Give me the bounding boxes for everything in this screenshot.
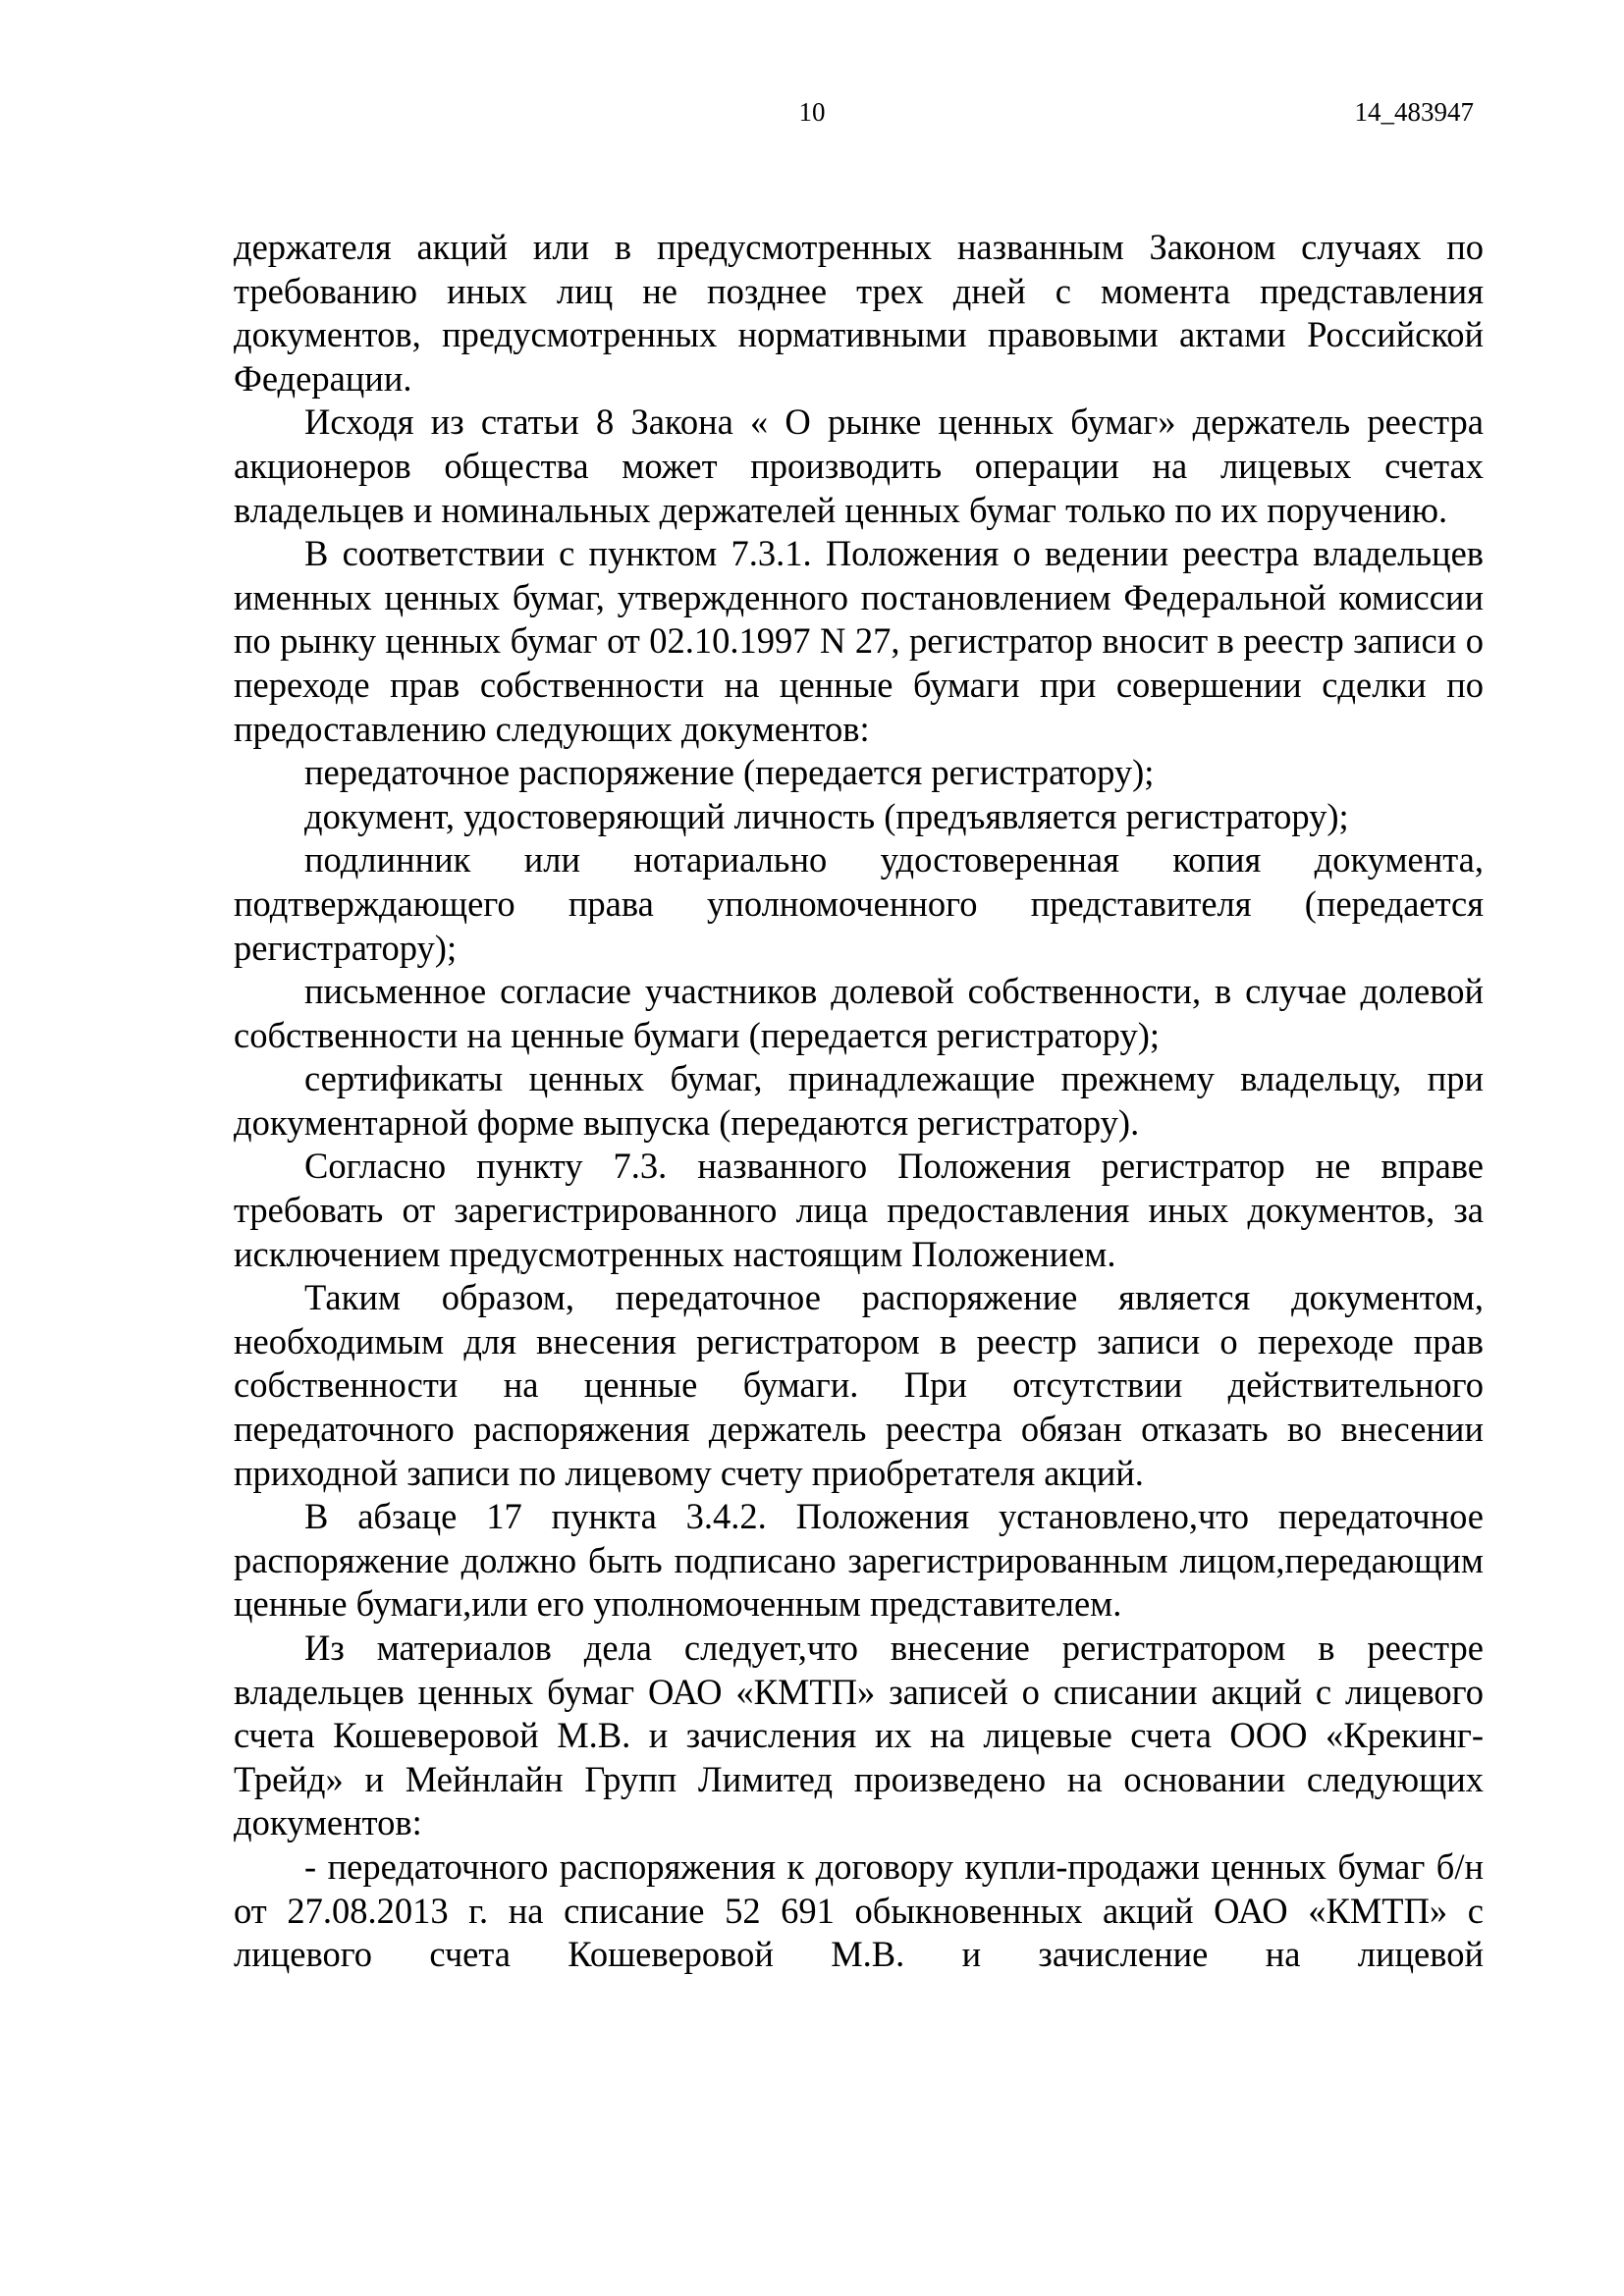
paragraph: Исходя из статьи 8 Закона « О рынке ценных бумаг» держатель реестра акционеров общества может производить операции на лицевых счетах владельцев и номинальных держателей ценных бумаг только по их поручению.	[234, 401, 1484, 530]
list-item: подлинник или нотариально удостоверенная копия документа, подтверждающего права уполномоченного представителя (передается регистратору);	[234, 839, 1484, 968]
paragraph: держателя акций или в предусмотренных названным Законом случаях по требованию иных лиц не позднее трех дней с момента представления документов, предусмотренных нормативными правовыми актами Российской Федерации.	[234, 227, 1484, 399]
paragraph: В абзаце 17 пункта 3.4.2. Положения установлено,что передаточное распоряжение должно быть подписано зарегистрированным лицом,передающим ценные бумаги,или его уполномоченным представителем.	[234, 1496, 1484, 1625]
list-item: сертификаты ценных бумаг, принадлежащие прежнему владельцу, при документарной форме выпуска (передаются регистратору).	[234, 1058, 1484, 1143]
list-item: передаточное распоряжение (передается регистратору);	[304, 752, 1155, 793]
page-number: 10	[798, 97, 826, 127]
paragraph: Таким образом, передаточное распоряжение является документом, необходимым для внесения регистратором в реестр записи о переходе прав собственности на ценные бумаги. При отсутствии действительного передаточного распоряжения держатель реестра обязан отказать во внесении приходной записи по лицевому счету приобретателя акций.	[234, 1277, 1484, 1493]
paragraph: - передаточного распоряжения к договору купли-продажи ценных бумаг б/н от 27.08.2013 г. на списание 52 691 обыкновенных акций ОАО «КМТП» с лицевого счета Кошеверовой М.В. и зачисление на лицевой	[234, 1845, 1484, 1975]
document-body	[234, 226, 1484, 1977]
list-item: документ, удостоверяющий личность (предъявляется регистратору);	[304, 795, 1349, 836]
paragraph: В соответствии с пунктом 7.3.1. Положения о ведении реестра владельцев именных ценных бумаг, утвержденного постановлением Федеральной комиссии по рынку ценных бумаг от 02.10.1997 N 27, регистратор вносит в реестр записи о переходе прав собственности на ценные бумаги при совершении сделки по предоставлению следующих документов:	[234, 533, 1484, 749]
list-item: письменное согласие участников долевой собственности, в случае долевой собственности на ценные бумаги (передается регистратору);	[234, 971, 1484, 1055]
paragraph: Из материалов дела следует,что внесение регистратором в реестре владельцев ценных бумаг ОАО «КМТП» записей о списании акций с лицевого счета Кошеверовой М.В. и зачисления их на лицевые счета ООО «Крекинг-Трейд» и Мейнлайн Групп Лимитед произведено на основании следующих документов:	[234, 1628, 1484, 1843]
paragraph: Согласно пункту 7.3. названного Положения регистратор не вправе требовать от зарегистрированного лица предоставления иных документов, за исключением предусмотренных настоящим Положением.	[234, 1146, 1484, 1274]
document-id: 14_483947	[1354, 97, 1474, 127]
